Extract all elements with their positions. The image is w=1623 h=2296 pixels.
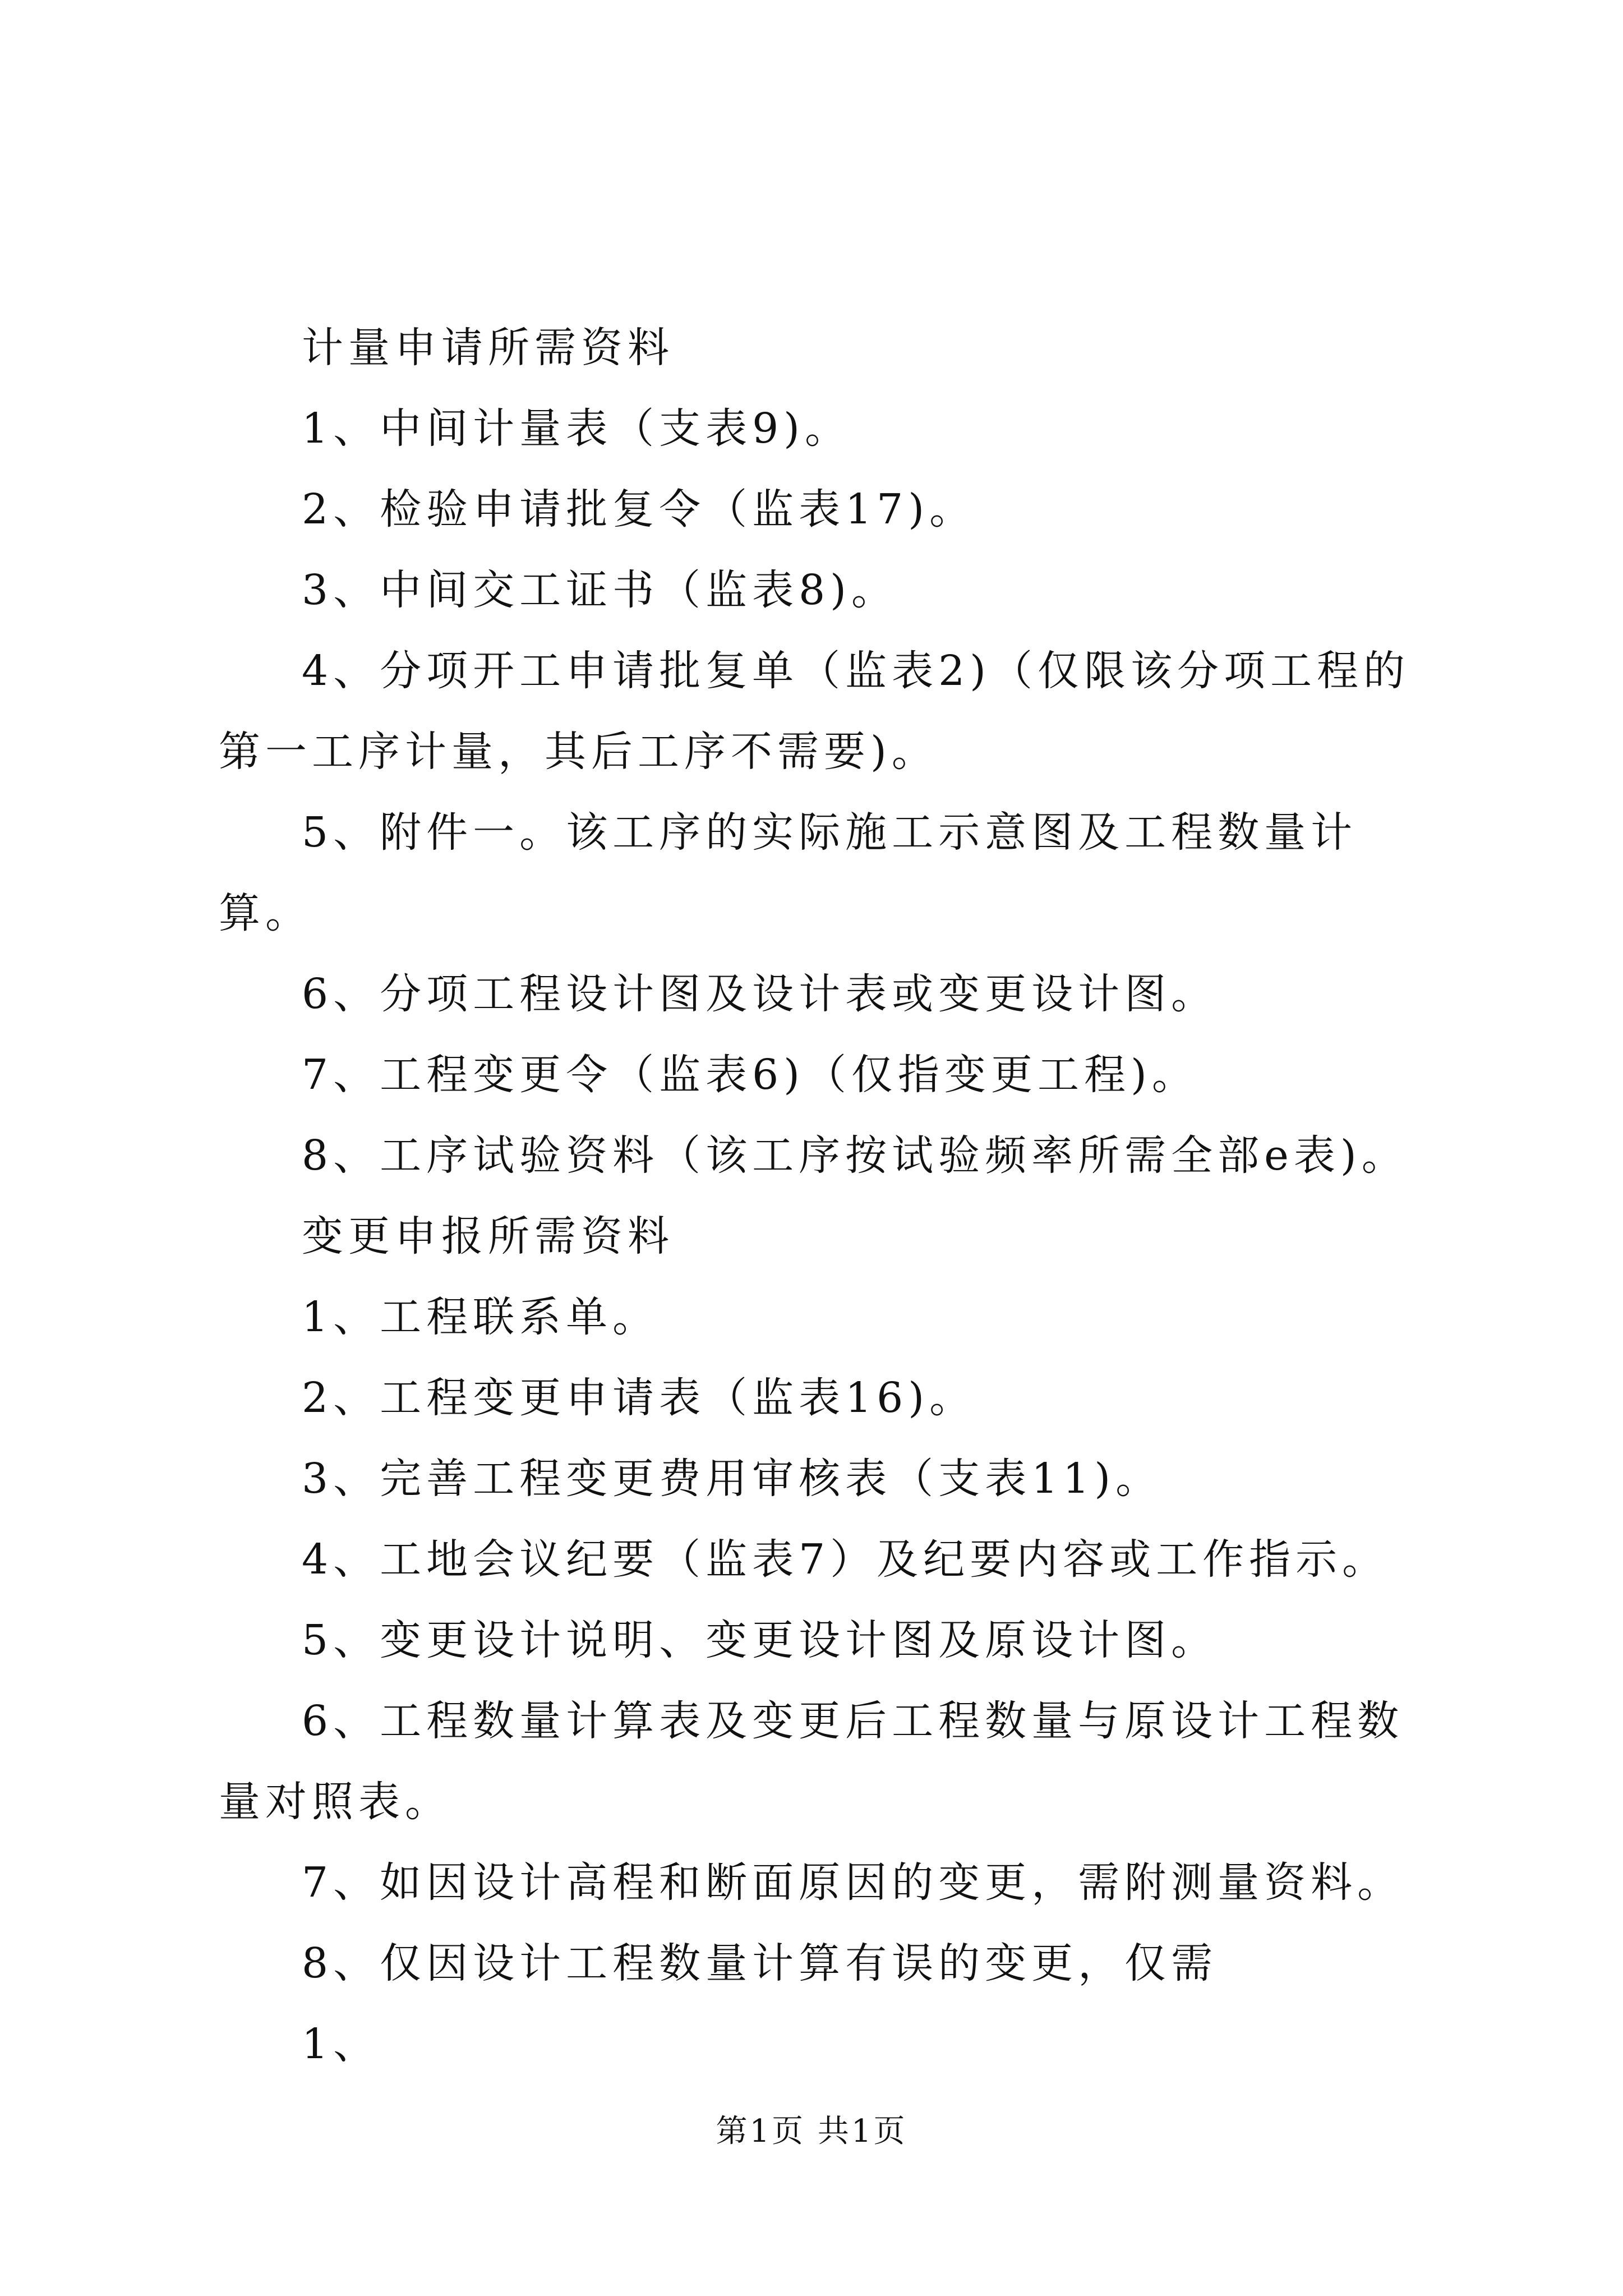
list-item: 6、工程数量计算表及变更后工程数量与原设计工程数量对照表。 bbox=[219, 1697, 1404, 1826]
list-item: 7、工程变更令（监表6)（仅指变更工程)。 bbox=[302, 1051, 1198, 1099]
list-item: 1、工程联系单。 bbox=[302, 1293, 660, 1341]
list-item: 8、工序试验资料（该工序按试验频率所需全部e表)。 bbox=[302, 1131, 1408, 1180]
list-item: 8、仅因设计工程数量计算有误的变更，仅需 bbox=[302, 1939, 1218, 1987]
list-item: 6、分项工程设计图及设计表或变更设计图。 bbox=[302, 970, 1218, 1018]
list-item: 1、 bbox=[302, 2020, 380, 2068]
list-item: 7、如因设计高程和断面原因的变更，需附测量资料。 bbox=[302, 1858, 1404, 1907]
section-heading-change: 变更申报所需资料 bbox=[302, 1212, 674, 1260]
list-item: 4、工地会议纪要（监表7）及纪要内容或工作指示。 bbox=[302, 1535, 1389, 1584]
list-item: 2、工程变更申请表（监表16)。 bbox=[302, 1374, 976, 1422]
document-body bbox=[219, 307, 1419, 2085]
list-item: 3、完善工程变更费用审核表（支表11)。 bbox=[302, 1455, 1163, 1503]
list-item: 5、附件一。该工序的实际施工示意图及工程数量计算。 bbox=[219, 808, 1358, 937]
list-item: 5、变更设计说明、变更设计图及原设计图。 bbox=[302, 1616, 1218, 1664]
section-heading-measurement: 计量申请所需资料 bbox=[302, 324, 674, 372]
list-item: 1、中间计量表（支表9)。 bbox=[302, 404, 852, 453]
list-item: 4、分项开工申请批复单（监表2)（仅限该分项工程的第一工序计量，其后工序不需要)。 bbox=[219, 647, 1410, 776]
list-item: 2、检验申请批复令（监表17)。 bbox=[302, 485, 976, 533]
list-item: 3、中间交工证书（监表8)。 bbox=[302, 566, 898, 614]
page-footer: 第1页 共1页 bbox=[716, 2113, 907, 2150]
